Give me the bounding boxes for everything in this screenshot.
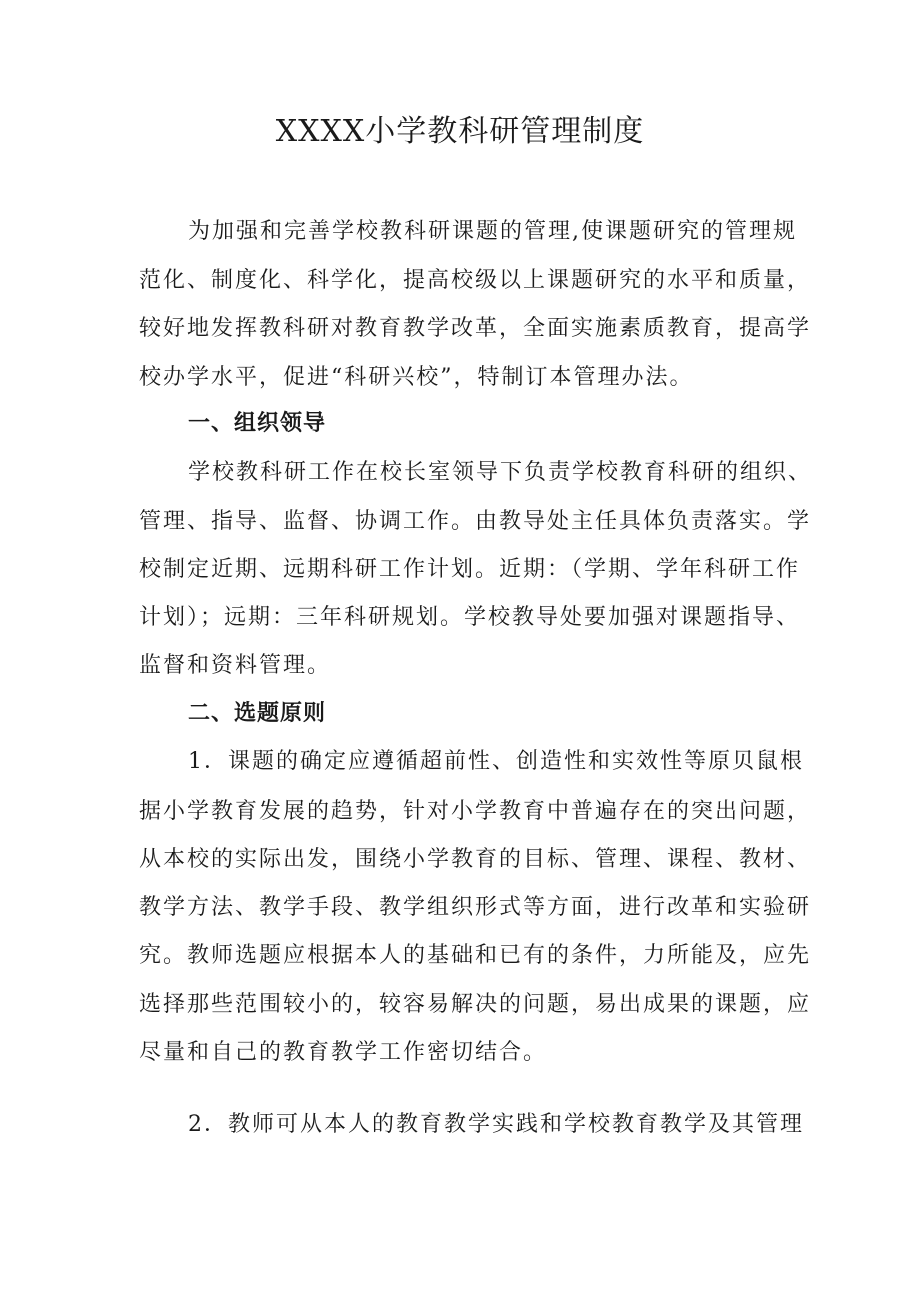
section2-item1-line-2: 据小学教育发展的趋势，针对小学教育中普遍存在的突出问题， (139, 799, 812, 824)
section2-item1-line-6: 选择那些范围较小的，较容易解决的问题，易出成果的课题，应 (139, 992, 812, 1017)
intro-line-1: 为加强和完善学校教科研课题的管理,使课题研究的管理规 (188, 219, 797, 244)
section2-item1-line-3: 从本校的实际出发，围绕小学教育的目标、管理、课程、教材、 (139, 847, 812, 872)
section2-item1-line-4: 教学方法、教学手段、教学组织形式等方面，进行改革和实验研 (139, 895, 812, 920)
document-title: XXXX小学教科研管理制度 (275, 114, 645, 149)
section2-item1-line-1: 1．课题的确定应遵循超前性、创造性和实效性等原贝鼠根 (188, 749, 804, 774)
section1-line-5: 监督和资料管理。 (139, 653, 332, 678)
section1-line-4: 计划）；远期：三年科研规划。学校教导处要加强对课题指导、 (139, 605, 801, 630)
section2-item1-line-7: 尽量和自己的教育教学工作密切结合。 (139, 1040, 548, 1065)
intro-line-2: 范化、制度化、科学化，提高校级以上课题研究的水平和质量， (139, 268, 812, 293)
section1-heading: 一、组织领导 (188, 411, 327, 436)
section2-item1-line-5: 究。教师选题应根据本人的基础和已有的条件，力所能及，应先 (139, 943, 812, 968)
intro-line-4: 校办学水平，促进“科研兴校”，特制订本管理办法。 (139, 365, 694, 390)
section2-item2-line-1: 2．教师可从本人的教育教学实践和学校教育教学及其管理 (188, 1112, 804, 1137)
section1-line-2: 管理、指导、监督、协调工作。由教导处主任具体负责落实。学 (139, 509, 812, 534)
section1-line-1: 学校教科研工作在校长室领导下负责学校教育科研的组织、 (188, 460, 813, 485)
intro-line-3: 较好地发挥教科研对教育教学改革，全面实施素质教育，提高学 (139, 316, 812, 341)
section2-heading: 二、选题原则 (188, 701, 327, 726)
section1-line-3: 校制定近期、远期科研工作计划。近期：（学期、学年科研工作 (139, 557, 801, 582)
